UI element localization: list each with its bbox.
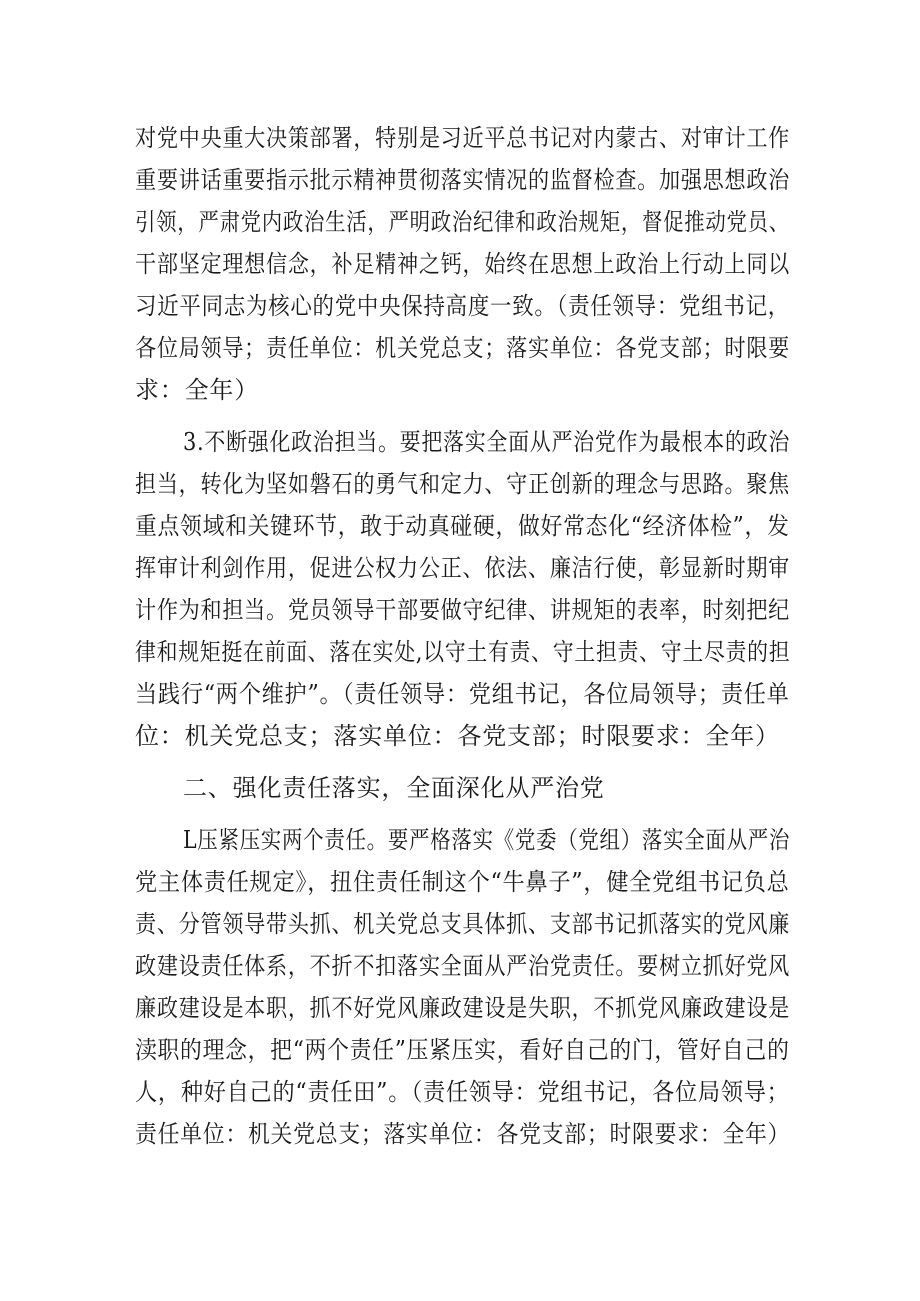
paragraph-start-line: 3.不断强化政治担当。要把落实全面从严治党作为最根本的政治	[183, 428, 791, 456]
text-line: 重点领域和关键环节，敢于动真碰硬，做好常态化“经济体检”，发	[135, 512, 790, 540]
text-line: 位：机关党总支；落实单位：各党支部；时限要求：全年）	[135, 722, 780, 750]
text-line: 担当，转化为坚如磐石的勇气和定力、守正创新的理念与思路。聚焦	[135, 470, 791, 498]
text-line: 人，种好自己的“责任田”。（责任领导：党组书记，各位局领导；	[135, 1078, 790, 1106]
text-line: 政建设责任体系，不折不扣落实全面从严治党责任。要树立抓好党风	[135, 952, 791, 980]
text-line: 挥审计利剑作用，促进公权力公正、依法、廉洁行使，彰显新时期审	[135, 554, 791, 582]
text-line: 各位局领导；责任单位：机关党总支；落实单位：各党支部；时限要	[135, 334, 791, 362]
text-line: 廉政建设是本职，抓不好党风廉政建设是失职，不抓党风廉政建设是	[135, 994, 791, 1022]
text-line: 当践行“两个维护”。（责任领导：党组书记，各位局领导；责任单	[135, 680, 790, 708]
text-line: 干部坚定理想信念，补足精神之钙，始终在思想上政治上行动上同以	[135, 250, 791, 278]
section-heading: 二、强化责任落实，全面深化从严治党	[183, 774, 605, 802]
text-line: 引领，严肃党内政治生活，严明政治纪律和政治规矩，督促推动党员、	[135, 208, 790, 236]
text-line: 对党中央重大决策部署，特别是习近平总书记对内蒙古、对审计工作	[135, 124, 791, 152]
text-line: 求：全年）	[135, 376, 259, 404]
paragraph-start-line: L压紧压实两个责任。要严格落实《党委（党组）落实全面从严治	[183, 826, 791, 854]
text-line: 计作为和担当。党员领导干部要做守纪律、讲规矩的表率，时刻把纪	[135, 596, 791, 624]
text-line: 责任单位：机关党总支；落实单位：各党支部；时限要求：全年）	[135, 1120, 791, 1148]
text-line: 渎职的理念，把“两个责任”压紧压实，看好自己的门，管好自己的	[135, 1036, 790, 1064]
text-line: 责、分管领导带头抓、机关党总支具体抓、支部书记抓落实的党风廉	[135, 910, 791, 938]
text-line: 重要讲话重要指示批示精神贯彻落实情况的监督检查。加强思想政治	[135, 166, 791, 194]
text-line: 律和规矩挺在前面、落在实处,以守土有责、守土担责、守土尽责的担	[135, 638, 791, 666]
text-line: 党主体责任规定》，扭住责任制这个“牛鼻子”，健全党组书记负总	[135, 868, 790, 896]
text-line: 习近平同志为核心的党中央保持高度一致。（责任领导：党组书记，	[135, 292, 790, 320]
